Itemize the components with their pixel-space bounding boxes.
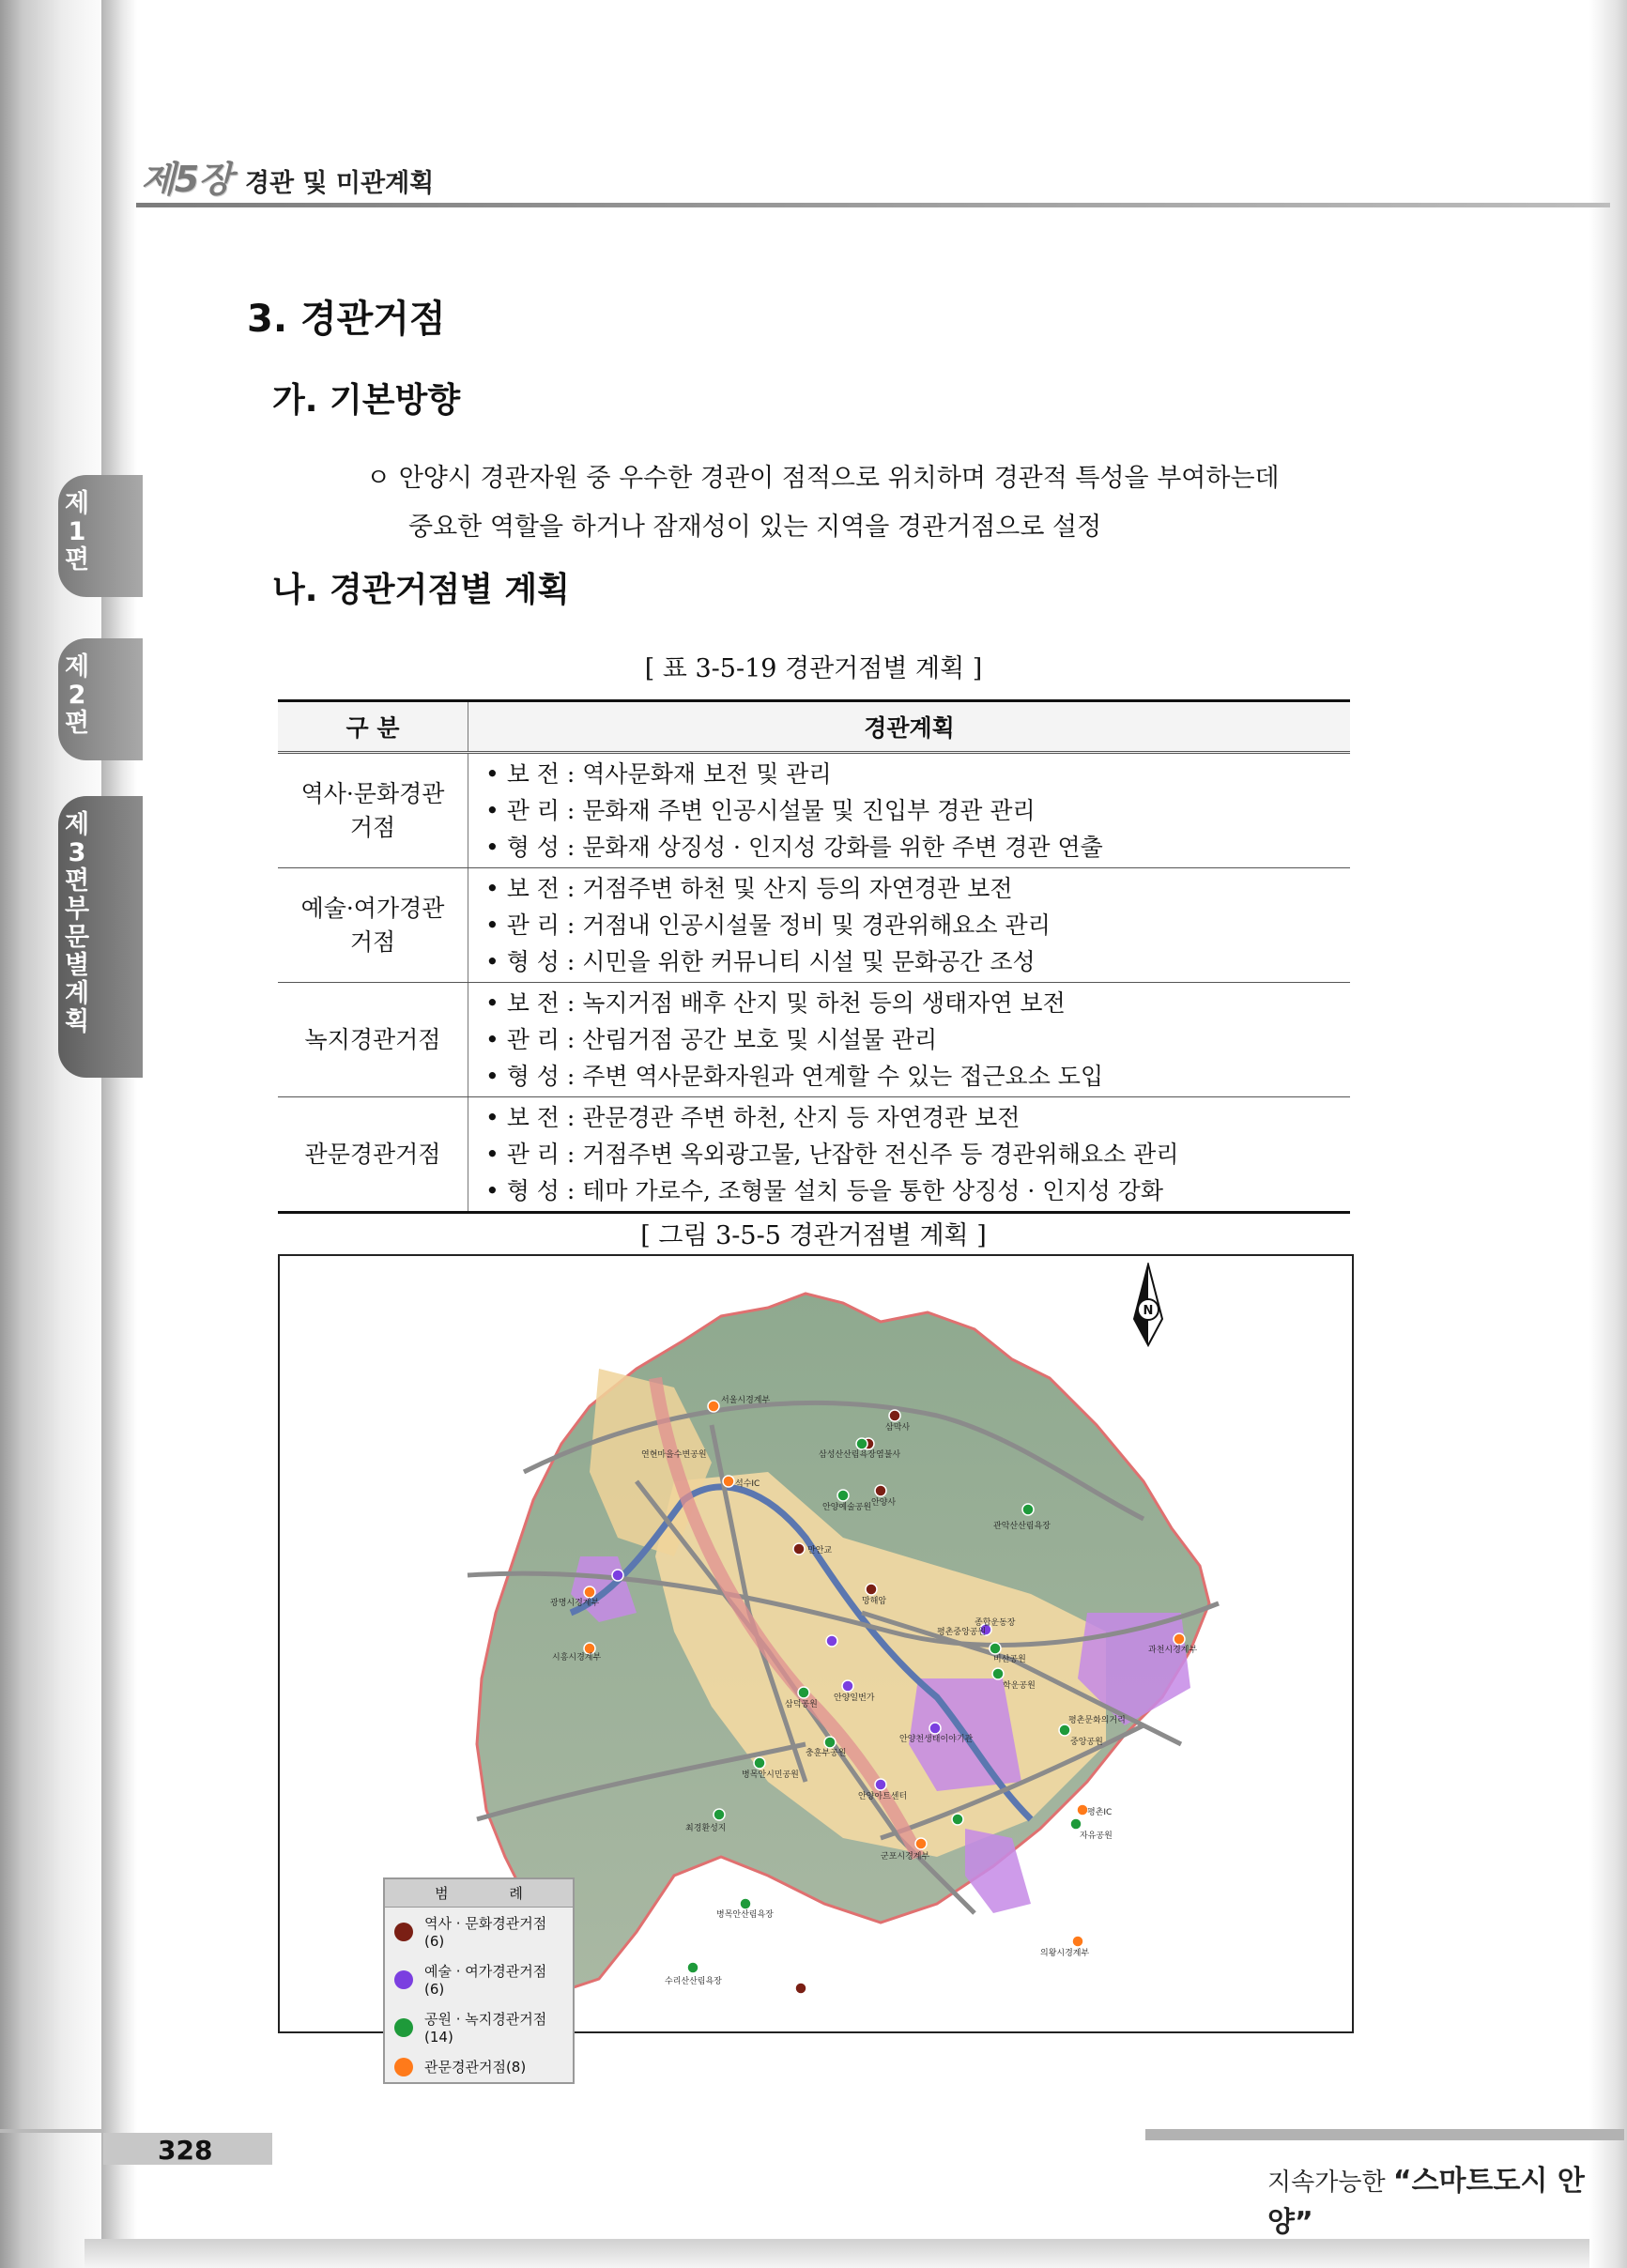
- row-category: 녹지경관거점: [278, 983, 468, 1097]
- subsection-plan-by-node: 나. 경관거점별 계획: [272, 571, 570, 609]
- map-point-park: [837, 1490, 849, 1501]
- place-label: 학운공원: [1003, 1681, 1036, 1691]
- place-label: 비산공원: [993, 1655, 1026, 1664]
- table-row: [278, 753, 1350, 868]
- map-point-park: [714, 1809, 725, 1820]
- map-point-history: [866, 1584, 877, 1595]
- row-items: [468, 753, 1351, 868]
- map-point-park: [1022, 1504, 1034, 1515]
- map-point-history: [793, 1543, 805, 1555]
- map-point-park: [952, 1814, 963, 1825]
- map-point-gate: [1174, 1633, 1185, 1645]
- bullet-text-1: 안양시 경관자원 중 우수한 경관이 점적으로 위치하며 경관적 특성을 부여하는데: [398, 464, 1280, 493]
- place-label: 평촌중앙공원: [937, 1628, 987, 1637]
- legend-label: 예술 · 여가경관거점(6): [424, 1963, 547, 1998]
- plan-item: • 관 리 : 거점주변 옥외광고물, 난잡한 전신주 등 경관위해요소 관리: [485, 1141, 1179, 1168]
- map-point-art: [826, 1635, 837, 1647]
- row-category: [278, 868, 468, 983]
- place-label: 의왕시경계부: [1040, 1949, 1090, 1958]
- map-point-park: [740, 1898, 751, 1909]
- plan-item: • 관 리 : 거점내 인공시설물 정비 및 경관위해요소 관리: [485, 912, 1051, 939]
- map-point-gate: [708, 1401, 719, 1412]
- map-point-park: [992, 1668, 1004, 1679]
- map-point-gate: [1072, 1936, 1083, 1947]
- plan-item: • 형 성 : 시민을 위한 커뮤니티 시설 및 문화공간 조성: [485, 948, 1036, 975]
- place-label: 삼막사: [885, 1423, 911, 1433]
- map-point-park: [824, 1737, 836, 1748]
- side-tab-label: 제1편: [64, 489, 90, 575]
- plan-item: • 형 성 : 주변 역사문화자원과 연계할 수 있는 접근요소 도입: [485, 1063, 1104, 1090]
- row-items: [468, 983, 1351, 1097]
- legend-item: [385, 1955, 573, 2003]
- book-spine-edge: [0, 0, 113, 2268]
- place-label: 충훈부공원: [806, 1749, 847, 1758]
- row-items: [468, 1097, 1351, 1213]
- legend-label: 공원 · 녹지경관거점(14): [424, 2011, 547, 2046]
- bottom-page-shadow: [84, 2239, 1589, 2268]
- subsection-basic-direction: 가. 기본방향: [272, 381, 461, 420]
- footer-slogan: [1267, 2157, 1627, 2240]
- place-label: 중앙공원: [1070, 1738, 1103, 1747]
- map-point-art: [842, 1680, 853, 1692]
- map-point-art: [875, 1779, 886, 1790]
- place-label: 안양아트센터: [858, 1792, 908, 1801]
- legend-item: [385, 2051, 573, 2082]
- footer-rule-right: [1145, 2129, 1624, 2140]
- table-row: [278, 1097, 1350, 1213]
- place-label: 시흥시경계부: [552, 1653, 602, 1663]
- place-label: 수리산산림욕장: [665, 1977, 722, 1986]
- bullet-text-2: 중요한 역할을 하거나 잠재성이 있는 지역을 경관거점으로 설정: [408, 513, 1102, 542]
- category-line-1: 역사·문화경관: [300, 779, 445, 807]
- map-point-park: [798, 1687, 809, 1698]
- north-arrow-icon: [1127, 1263, 1170, 1347]
- place-label: 자유공원: [1080, 1831, 1113, 1841]
- legend-swatch-park: [394, 2018, 413, 2037]
- plan-item: • 형 성 : 테마 가로수, 조형물 설치 등을 통한 상징성 · 인지성 강화: [485, 1177, 1163, 1204]
- map-point-history: [889, 1410, 900, 1421]
- category-line-2: 거점: [349, 927, 396, 956]
- legend-swatch-art: [394, 1970, 413, 1989]
- plan-item: • 보 전 : 관문경관 주변 하천, 산지 등 자연경관 보전: [485, 1104, 1021, 1131]
- footer-slogan-prefix: 지속가능한: [1267, 2168, 1386, 2197]
- map-point-gate: [723, 1476, 734, 1487]
- place-label: 병목안산림욕장: [716, 1910, 774, 1920]
- plan-item: • 관 리 : 산림거점 공간 보호 및 시설물 관리: [485, 1026, 938, 1053]
- map-point-park: [1070, 1818, 1082, 1830]
- map-point-park: [1059, 1724, 1070, 1736]
- map-point-history: [795, 1983, 806, 1994]
- row-items: [468, 868, 1351, 983]
- legend-swatch-gate: [394, 2058, 413, 2076]
- chapter-header: [141, 150, 434, 202]
- place-label: 관악산산림욕장: [993, 1522, 1051, 1531]
- place-label: 삼덕공원: [785, 1700, 818, 1709]
- map-point-park: [990, 1643, 1001, 1654]
- category-line-2: 거점: [349, 813, 396, 841]
- table-caption: [ 표 3-5-19 경관거점별 계획 ]: [644, 654, 983, 683]
- bullet-line-1: [366, 454, 1446, 503]
- map-point-park: [856, 1438, 867, 1449]
- map-legend: [383, 1877, 575, 2084]
- header-rule: [136, 203, 1610, 207]
- basic-direction-paragraph: [366, 454, 1446, 552]
- place-label: 최경환성지: [685, 1824, 727, 1833]
- place-label: 만안교: [807, 1546, 833, 1555]
- map-point-art: [612, 1570, 623, 1581]
- side-tab-label: 제3편 부문별 계획: [64, 810, 90, 1036]
- place-label: 서울시경계부: [721, 1396, 771, 1405]
- place-label: 평촌문화의거리: [1068, 1716, 1126, 1725]
- chapter-number: 제5장: [141, 159, 232, 200]
- table-header-row: [278, 701, 1350, 753]
- column-header-plan: 경관계획: [468, 701, 1351, 753]
- map-point-history: [875, 1485, 886, 1496]
- side-tab-part3[interactable]: [58, 796, 143, 1078]
- place-label: 안양사: [871, 1498, 897, 1508]
- plan-item: • 보 전 : 거점주변 하천 및 산지 등의 자연경관 보전: [485, 875, 1013, 902]
- legend-label: 역사 · 문화경관거점(6): [424, 1915, 547, 1950]
- bullet-mark: ㅇ: [366, 464, 391, 493]
- map-point-art: [929, 1723, 941, 1734]
- book-page-edge: [101, 0, 137, 2268]
- table-row: [278, 868, 1350, 983]
- place-label: 안양천생태이야기관: [899, 1735, 974, 1744]
- place-label: 안양일번가: [834, 1693, 875, 1703]
- map-point-gate: [584, 1586, 595, 1598]
- plan-item: • 보 전 : 녹지거점 배후 산지 및 하천 등의 생태자연 보전: [485, 989, 1066, 1017]
- place-label: 과천시경계부: [1148, 1646, 1198, 1655]
- place-label: 병목안시민공원: [742, 1770, 799, 1780]
- row-category: 관문경관거점: [278, 1097, 468, 1213]
- place-label: 광명시경계부: [550, 1599, 600, 1608]
- map-point-park: [687, 1962, 698, 1973]
- plan-item: • 형 성 : 문화재 상징성 · 인지성 강화를 위한 주변 경관 연출: [485, 834, 1103, 861]
- place-label: 염불사: [876, 1450, 901, 1460]
- legend-item: [385, 1908, 573, 1955]
- footer-slogan-main: “스마트도시 안양”: [1267, 2165, 1585, 2239]
- side-tab-part1[interactable]: [58, 475, 143, 597]
- place-label: 연현마을수변공원: [641, 1450, 707, 1460]
- north-letter: N: [1143, 1304, 1154, 1318]
- footer-rule-left: [0, 2129, 103, 2133]
- place-label: 석수IC: [735, 1479, 760, 1489]
- plan-item: • 관 리 : 문화재 주변 인공시설물 및 진입부 경관 관리: [485, 797, 1036, 824]
- plan-item: • 보 전 : 역사문화재 보전 및 관리: [485, 760, 832, 788]
- map-point-gate: [915, 1838, 927, 1849]
- place-label: 군포시경계부: [881, 1852, 930, 1862]
- legend-label: 관문경관거점(8): [424, 2059, 527, 2076]
- side-tab-label: 제2편: [64, 652, 90, 738]
- right-page-edge: [1589, 0, 1627, 2268]
- section-title: 3. 경관거점: [247, 298, 446, 341]
- place-label: 평촌IC: [1087, 1808, 1113, 1817]
- place-label: 안양예술공원: [822, 1503, 872, 1512]
- page-number: 328: [158, 2135, 213, 2166]
- figure-caption: [ 그림 3-5-5 경관거점별 계획 ]: [640, 1221, 987, 1250]
- legend-title: 범 례: [385, 1879, 573, 1908]
- legend-item: [385, 2003, 573, 2051]
- landscape-node-plan-table: [278, 699, 1350, 1214]
- row-category: [278, 753, 468, 868]
- chapter-title: 경관 및 미관계획: [244, 169, 435, 198]
- category-line-1: 예술·여가경관: [300, 894, 445, 922]
- place-label: 종합운동장: [975, 1618, 1016, 1628]
- place-label: 삼성산산림욕장: [819, 1450, 876, 1460]
- column-header-category: 구 분: [278, 701, 468, 753]
- map-point-park: [754, 1757, 765, 1769]
- legend-swatch-history: [394, 1923, 413, 1941]
- table-row: [278, 983, 1350, 1097]
- place-label: 망해암: [862, 1597, 887, 1606]
